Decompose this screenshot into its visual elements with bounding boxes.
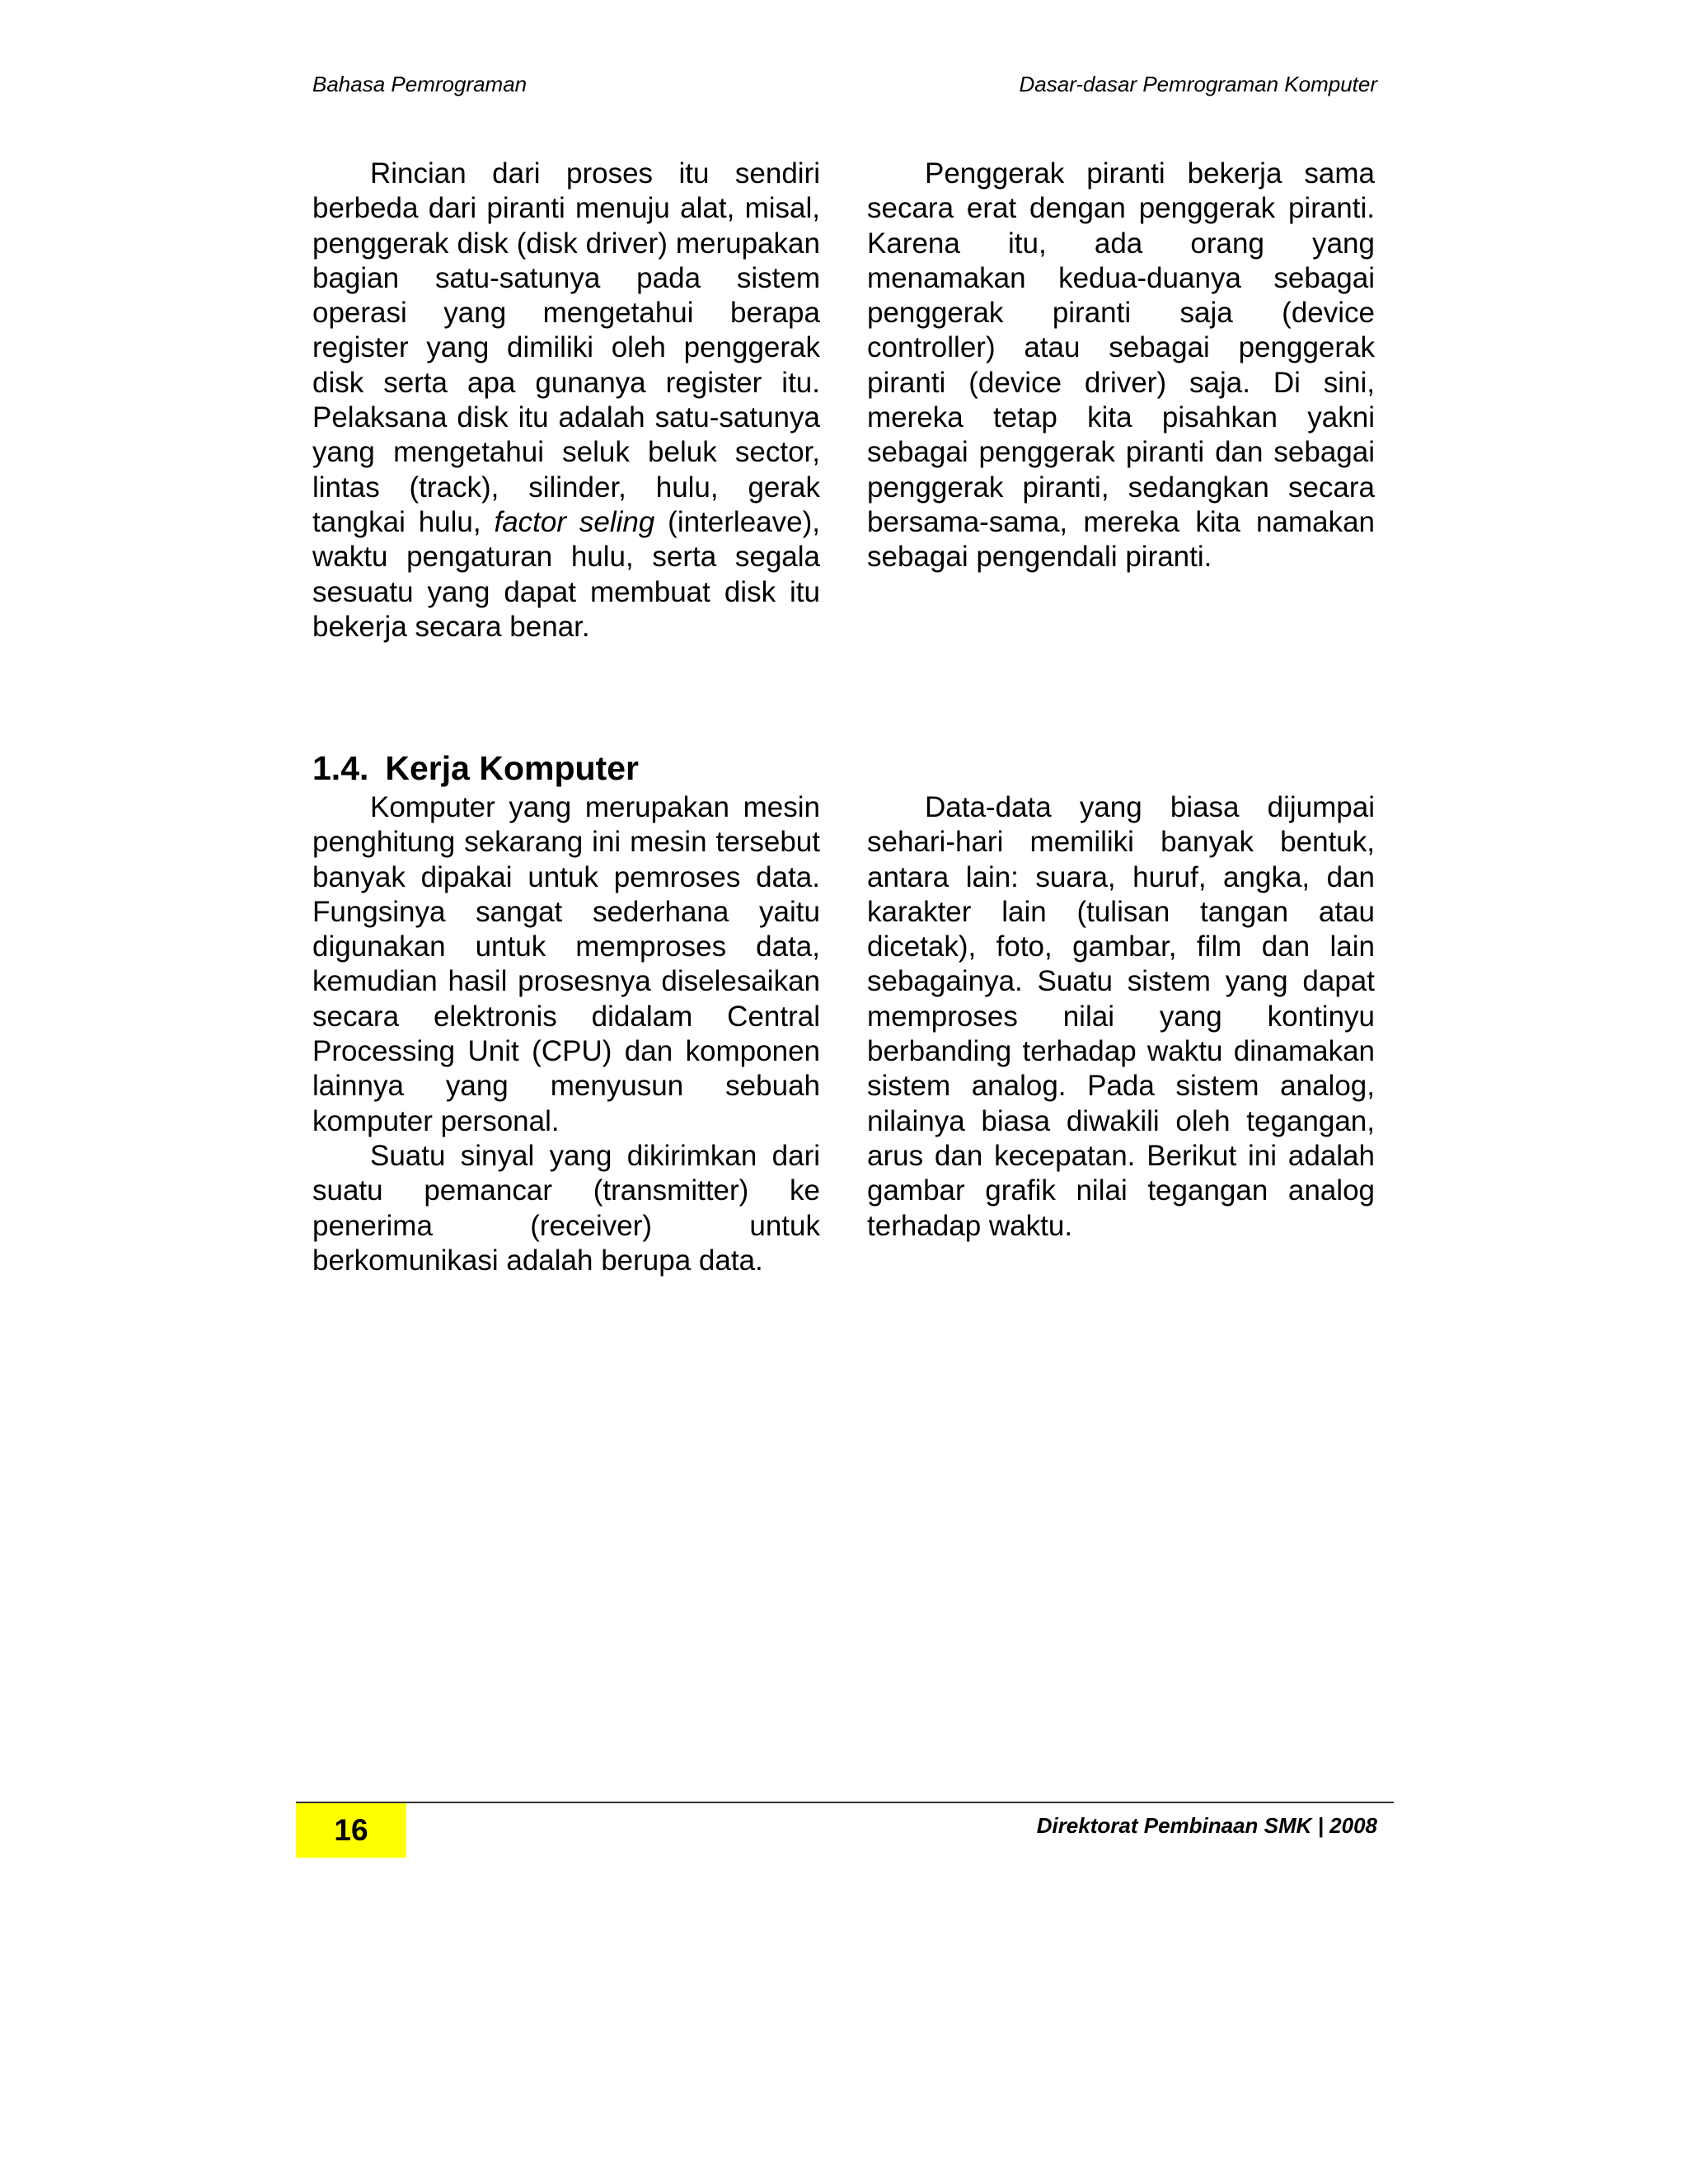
paragraph-device-controller: Penggerak piranti bekerja sama secara erat dengan penggerak piranti. Karena itu, ada orang yang menamakan kedua-duanya sebagai penggerak piranti saja (device controller) atau sebagai penggerak piranti (device driver) saja. Di sini, mereka tetap kita pisahkan yakni sebagai penggerak piranti dan sebagai penggerak piranti, sedangkan secara bersama-sama, mereka kita namakan sebagai pengendali piranti. — [867, 157, 1375, 574]
paragraph-computer: Komputer yang merupakan mesin penghitung sekarang ini mesin tersebut banyak dipakai untuk pemroses data. Fungsinya sangat sederhana yaitu digunakan untuk memproses data, kemudian hasil prosesnya diselesaikan secara elektronis didalam Central Processing Unit (CPU) dan komponen lainnya yang menyusun sebuah komputer personal. — [312, 791, 820, 1137]
running-header — [312, 69, 1377, 99]
header-book-title: Bahasa Pemrograman — [312, 72, 528, 96]
section-title: Kerja Komputer — [385, 749, 639, 787]
section-right-column — [867, 790, 1375, 1244]
paragraph-text: (interleave), waktu pengaturan hulu, serta segala sesuatu yang dapat membuat disk itu bekerja secara benar. — [312, 505, 820, 643]
paragraph-text: Rincian dari proses itu sendiri berbeda dari piranti menuju alat, misal, penggerak disk (disk driver) merupakan bagian satu-satunya pada sistem operasi yang mengetahui berapa register yang dimiliki oleh penggerak disk serta apa gunanya register itu. Pelaksana disk itu adalah satu-satunya yang mengetahui seluk beluk sector, lintas (track), silinder, hulu, gerak tangkai hulu, — [312, 157, 820, 538]
section-heading — [312, 748, 639, 789]
footer-divider — [296, 1802, 1394, 1803]
italic-term: factor seling — [494, 505, 655, 538]
section-number: 1.4. — [312, 749, 369, 787]
header-chapter-title: Dasar-dasar Pemrograman Komputer — [1019, 72, 1377, 96]
top-left-column — [312, 157, 820, 644]
top-right-column — [867, 157, 1375, 575]
page-number: 16 — [296, 1803, 406, 1858]
paragraph-analog-data: Data-data yang biasa dijumpai sehari-hari memiliki banyak bentuk, antara lain: suara, huruf, angka, dan karakter lain (tulisan tangan atau dicetak), foto, gambar, film dan lain sebagainya. Suatu sistem yang dapat memproses nilai yang kontinyu berbanding terhadap waktu dinamakan sistem analog. Pada sistem analog, nilainya biasa diwakili oleh tegangan, arus dan kecepatan. Berikut ini adalah gambar grafik nilai tegangan analog terhadap waktu. — [867, 791, 1375, 1242]
paragraph-signal: Suatu sinyal yang dikirimkan dari suatu pemancar (transmitter) ke penerima (receiver) untuk berkomunikasi adalah berupa data. — [312, 1139, 820, 1277]
section-left-column — [312, 790, 820, 1278]
paragraph-disk-driver — [312, 157, 820, 644]
footer-publisher: Direktorat Pembinaan SMK | 2008 — [1036, 1813, 1377, 1838]
